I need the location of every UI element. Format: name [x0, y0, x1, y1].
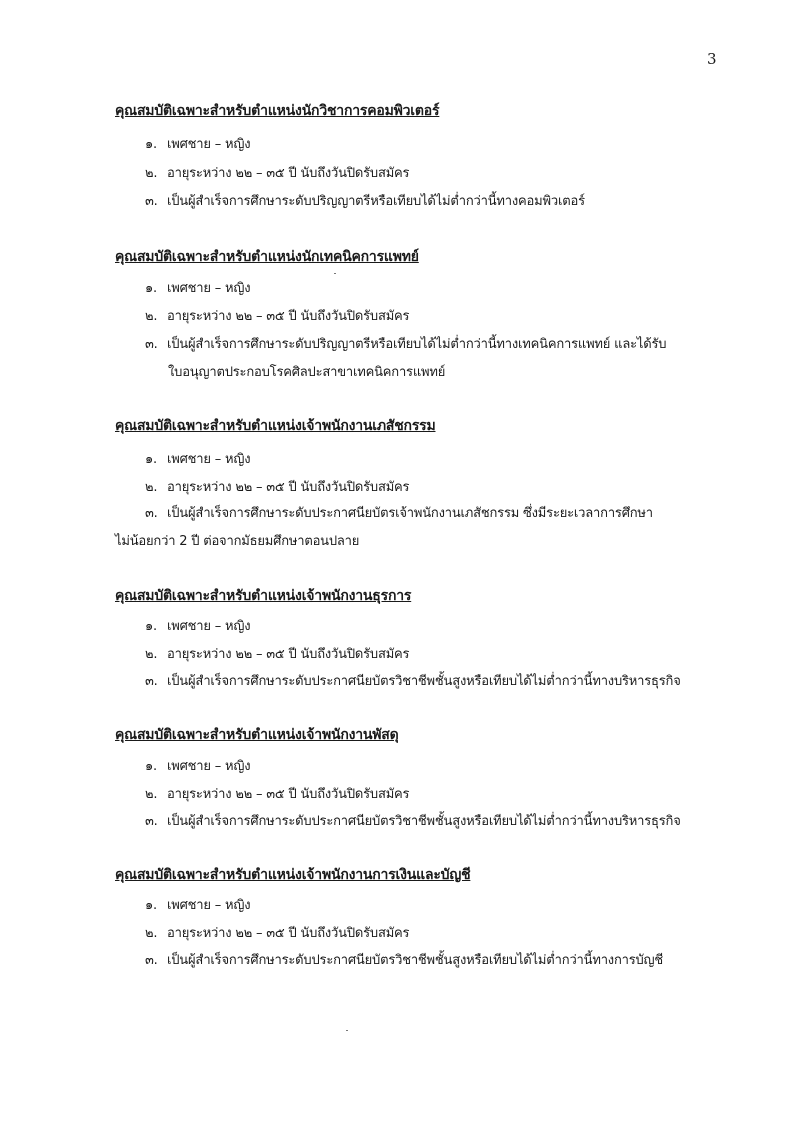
item-number: ๓. [145, 814, 158, 829]
item-text: เพศชาย – หญิง [167, 619, 251, 634]
list-item [145, 810, 681, 831]
item-number: ๓. [145, 194, 158, 209]
item-text: อายุระหว่าง ๒๒ – ๓๕ ปี นับถึงวันปิดรับสมัคร [167, 480, 410, 495]
item-text: อายุระหว่าง ๒๒ – ๓๕ ปี นับถึงวันปิดรับสมัคร [167, 787, 410, 802]
item-text: เพศชาย – หญิง [167, 898, 251, 913]
item-number: ๓. [145, 674, 158, 689]
item-continuation: ใบอนุญาตประกอบโรคศิลปะสาขาเทคนิคการแพทย์ [168, 365, 446, 380]
list-item [145, 162, 409, 183]
section-heading: คุณสมบัติเฉพาะสำหรับตำแหน่งเจ้าพนักงานการเงินและบัญชี [115, 867, 471, 883]
list-item [145, 615, 250, 636]
item-text: เพศชาย – หญิง [167, 281, 251, 296]
list-item [145, 922, 409, 943]
item-number: ๒. [145, 787, 158, 802]
item-text: เป็นผู้สำเร็จการศึกษาระดับปริญญาตรีหรือเทียบได้ไม่ต่ำกว่านี้ทางคอมพิวเตอร์ [167, 194, 585, 209]
item-text: อายุระหว่าง ๒๒ – ๓๕ ปี นับถึงวันปิดรับสมัคร [167, 647, 410, 662]
item-continuation: ไม่น้อยกว่า 2 ปี ต่อจากมัธยมศึกษาตอนปลาย [115, 534, 360, 549]
item-number: ๓. [145, 506, 158, 521]
page-number: 3 [707, 50, 717, 68]
item-number: ๑. [145, 619, 157, 634]
list-item [145, 448, 250, 469]
section-heading: คุณสมบัติเฉพาะสำหรับตำแหน่งเจ้าพนักงานพัสดุ [115, 727, 399, 743]
item-text: อายุระหว่าง ๒๒ – ๓๕ ปี นับถึงวันปิดรับสมัคร [167, 926, 410, 941]
item-text: เป็นผู้สำเร็จการศึกษาระดับประกาศนียบัตรเจ้าพนักงานเภสัชกรรม ซึ่งมีระยะเวลาการศึกษา [167, 506, 653, 521]
list-item [145, 277, 250, 298]
item-number: ๒. [145, 166, 158, 181]
item-number: ๑. [145, 759, 157, 774]
list-item [145, 670, 681, 691]
list-item [145, 643, 409, 664]
list-item [145, 894, 250, 915]
section-heading: คุณสมบัติเฉพาะสำหรับตำแหน่งนักวิชาการคอมพิวเตอร์ [115, 103, 440, 119]
list-item [145, 949, 663, 970]
item-text: อายุระหว่าง ๒๒ – ๓๕ ปี นับถึงวันปิดรับสมัคร [167, 166, 410, 181]
item-text: เพศชาย – หญิง [167, 137, 251, 152]
item-text: เพศชาย – หญิง [167, 452, 251, 467]
list-item [145, 333, 666, 354]
item-text: เพศชาย – หญิง [167, 759, 251, 774]
item-number: ๓. [145, 337, 158, 352]
item-number: ๒. [145, 309, 158, 324]
list-item [145, 190, 585, 211]
item-number: ๑. [145, 898, 157, 913]
item-number: ๑. [145, 137, 157, 152]
list-item [145, 755, 250, 776]
item-text: เป็นผู้สำเร็จการศึกษาระดับปริญญาตรีหรือเทียบได้ไม่ต่ำกว่านี้ทางเทคนิคการแพทย์ และได้รับ [167, 337, 667, 352]
item-number: ๓. [145, 953, 158, 968]
item-text: เป็นผู้สำเร็จการศึกษาระดับประกาศนียบัตรวิชาชีพชั้นสูงหรือเทียบได้ไม่ต่ำกว่านี้ทางบริหารธุรกิจ [167, 674, 681, 689]
item-text: อายุระหว่าง ๒๒ – ๓๕ ปี นับถึงวันปิดรับสมัคร [167, 309, 410, 324]
item-text: เป็นผู้สำเร็จการศึกษาระดับประกาศนียบัตรวิชาชีพชั้นสูงหรือเทียบได้ไม่ต่ำกว่านี้ทางการบัญชี [167, 953, 664, 968]
scan-speck [334, 273, 336, 274]
item-number: ๒. [145, 647, 158, 662]
list-item [145, 783, 409, 804]
scan-speck [346, 1030, 348, 1031]
section-heading: คุณสมบัติเฉพาะสำหรับตำแหน่งเจ้าพนักงานธุรการ [115, 588, 412, 604]
item-number: ๒. [145, 480, 158, 495]
list-item [145, 476, 409, 497]
item-number: ๑. [145, 452, 157, 467]
list-item [145, 305, 409, 326]
item-number: ๒. [145, 926, 158, 941]
item-number: ๑. [145, 281, 157, 296]
list-item [145, 502, 653, 523]
section-heading: คุณสมบัติเฉพาะสำหรับตำแหน่งนักเทคนิคการแพทย์ [115, 249, 419, 265]
item-text: เป็นผู้สำเร็จการศึกษาระดับประกาศนียบัตรวิชาชีพชั้นสูงหรือเทียบได้ไม่ต่ำกว่านี้ทางบริหารธุรกิจ [167, 814, 681, 829]
section-heading: คุณสมบัติเฉพาะสำหรับตำแหน่งเจ้าพนักงานเภสัชกรรม [115, 418, 436, 434]
list-item [145, 133, 250, 154]
